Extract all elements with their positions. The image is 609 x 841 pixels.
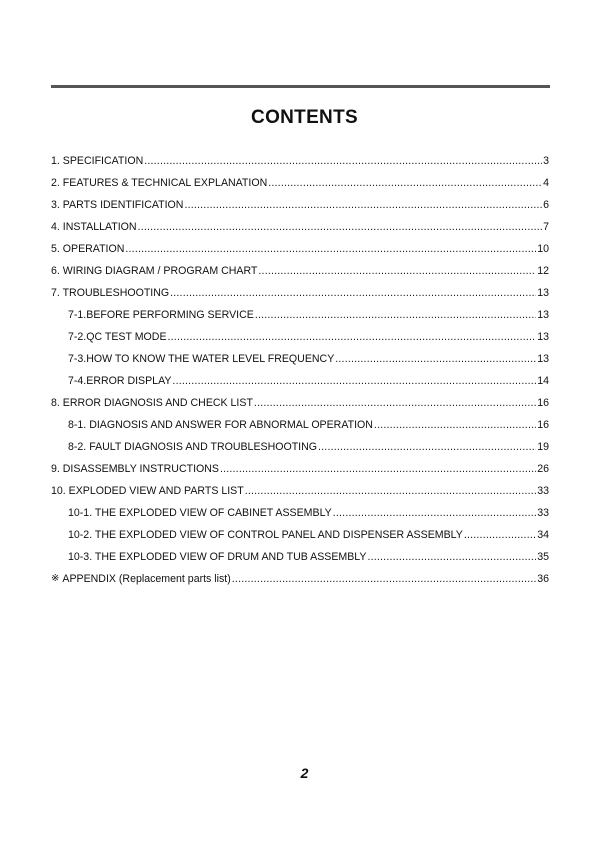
toc-dot-leader bbox=[367, 546, 536, 568]
toc-entry-label: 8. ERROR DIAGNOSIS AND CHECK LIST bbox=[51, 397, 253, 409]
toc-entry-label: 4. INSTALLATION bbox=[51, 221, 137, 233]
toc-entry-label: 10-3. THE EXPLODED VIEW OF DRUM AND TUB ASSEMBLY bbox=[68, 551, 367, 563]
toc-entry-page: 12 bbox=[537, 265, 549, 277]
top-rule bbox=[51, 85, 550, 88]
toc-dot-leader bbox=[333, 502, 536, 524]
toc-entry-cabinet-assembly[interactable] bbox=[51, 502, 549, 524]
toc-entry-label: APPENDIX (Replacement parts list) bbox=[62, 573, 231, 585]
toc-entry-exploded-view[interactable] bbox=[51, 480, 549, 502]
toc-entry-fault-diagnosis[interactable] bbox=[51, 436, 549, 458]
toc-entry-page: 14 bbox=[537, 375, 549, 387]
toc-entry-specification[interactable] bbox=[51, 150, 549, 172]
toc-entry-page: 26 bbox=[537, 463, 549, 475]
toc-entry-page: 13 bbox=[537, 287, 549, 299]
toc-entry-page: 33 bbox=[537, 507, 549, 519]
toc-entry-appendix[interactable] bbox=[51, 568, 549, 590]
page-number: 2 bbox=[300, 765, 309, 781]
toc-entry-parts-identification[interactable] bbox=[51, 194, 549, 216]
toc-entry-page: 35 bbox=[537, 551, 549, 563]
toc-entry-label: 3. PARTS IDENTIFICATION bbox=[51, 199, 184, 211]
toc-dot-leader bbox=[335, 348, 536, 370]
toc-dot-leader bbox=[144, 150, 542, 172]
toc-entry-wiring-diagram[interactable] bbox=[51, 260, 549, 282]
toc-entry-troubleshooting[interactable] bbox=[51, 282, 549, 304]
toc-dot-leader bbox=[258, 260, 536, 282]
toc-entry-label: 10-1. THE EXPLODED VIEW OF CABINET ASSEMBLY bbox=[68, 507, 332, 519]
toc-dot-leader bbox=[318, 436, 536, 458]
toc-dot-leader bbox=[125, 238, 536, 260]
toc-entry-page: 33 bbox=[537, 485, 549, 497]
toc-entry-page: 7 bbox=[543, 221, 549, 233]
toc-dot-leader bbox=[245, 480, 536, 502]
toc-entry-page: 13 bbox=[537, 353, 549, 365]
toc-dot-leader bbox=[374, 414, 536, 436]
toc-entry-error-display[interactable] bbox=[51, 370, 549, 392]
reference-mark-icon: ※ bbox=[51, 573, 60, 584]
toc-entry-page: 6 bbox=[543, 199, 549, 211]
toc-dot-leader bbox=[168, 326, 537, 348]
toc-entry-label: 10. EXPLODED VIEW AND PARTS LIST bbox=[51, 485, 244, 497]
table-of-contents bbox=[51, 150, 549, 590]
toc-entry-water-level-frequency[interactable] bbox=[51, 348, 549, 370]
toc-dot-leader bbox=[172, 370, 536, 392]
toc-entry-control-panel-assembly[interactable] bbox=[51, 524, 549, 546]
toc-entry-before-performing-service[interactable] bbox=[51, 304, 549, 326]
toc-dot-leader bbox=[170, 282, 536, 304]
toc-entry-label: 7-2.QC TEST MODE bbox=[68, 331, 167, 343]
toc-entry-page: 13 bbox=[537, 309, 549, 321]
toc-entry-label: 8-1. DIAGNOSIS AND ANSWER FOR ABNORMAL OPERATION bbox=[68, 419, 373, 431]
toc-entry-label: 1. SPECIFICATION bbox=[51, 155, 144, 167]
toc-entry-label: 8-2. FAULT DIAGNOSIS AND TROUBLESHOOTING bbox=[68, 441, 318, 453]
toc-entry-page: 3 bbox=[543, 155, 549, 167]
toc-dot-leader bbox=[138, 216, 543, 238]
toc-entry-operation[interactable] bbox=[51, 238, 549, 260]
toc-dot-leader bbox=[255, 304, 536, 326]
toc-entry-drum-tub-assembly[interactable] bbox=[51, 546, 549, 568]
toc-entry-page: 36 bbox=[537, 573, 549, 585]
toc-entry-label: 7. TROUBLESHOOTING bbox=[51, 287, 170, 299]
toc-entry-page: 10 bbox=[537, 243, 549, 255]
toc-entry-label: 6. WIRING DIAGRAM / PROGRAM CHART bbox=[51, 265, 258, 277]
toc-entry-label: 7-3.HOW TO KNOW THE WATER LEVEL FREQUENCY bbox=[68, 353, 335, 365]
toc-entry-page: 34 bbox=[537, 529, 549, 541]
toc-entry-label: 7-4.ERROR DISPLAY bbox=[68, 375, 172, 387]
toc-entry-qc-test-mode[interactable] bbox=[51, 326, 549, 348]
toc-entry-diagnosis-abnormal-operation[interactable] bbox=[51, 414, 549, 436]
toc-entry-error-diagnosis[interactable] bbox=[51, 392, 549, 414]
toc-entry-label: 10-2. THE EXPLODED VIEW OF CONTROL PANEL AND DISPENSER ASSEMBLY bbox=[68, 529, 463, 541]
toc-dot-leader bbox=[184, 194, 542, 216]
toc-dot-leader bbox=[464, 524, 536, 546]
toc-entry-page: 16 bbox=[537, 419, 549, 431]
toc-entry-label: 5. OPERATION bbox=[51, 243, 125, 255]
toc-entry-page: 19 bbox=[537, 441, 549, 453]
toc-dot-leader bbox=[254, 392, 536, 414]
toc-entry-page: 16 bbox=[537, 397, 549, 409]
toc-entry-label: 9. DISASSEMBLY INSTRUCTIONS bbox=[51, 463, 219, 475]
toc-entry-features[interactable] bbox=[51, 172, 549, 194]
page-title: CONTENTS bbox=[251, 107, 358, 128]
toc-entry-page: 13 bbox=[537, 331, 549, 343]
toc-dot-leader bbox=[268, 172, 542, 194]
toc-entry-installation[interactable] bbox=[51, 216, 549, 238]
toc-entry-disassembly[interactable] bbox=[51, 458, 549, 480]
toc-entry-label: 2. FEATURES & TECHNICAL EXPLANATION bbox=[51, 177, 268, 189]
toc-entry-page: 4 bbox=[543, 177, 549, 189]
toc-dot-leader bbox=[232, 568, 536, 590]
toc-entry-label: 7-1.BEFORE PERFORMING SERVICE bbox=[68, 309, 254, 321]
toc-dot-leader bbox=[220, 458, 536, 480]
